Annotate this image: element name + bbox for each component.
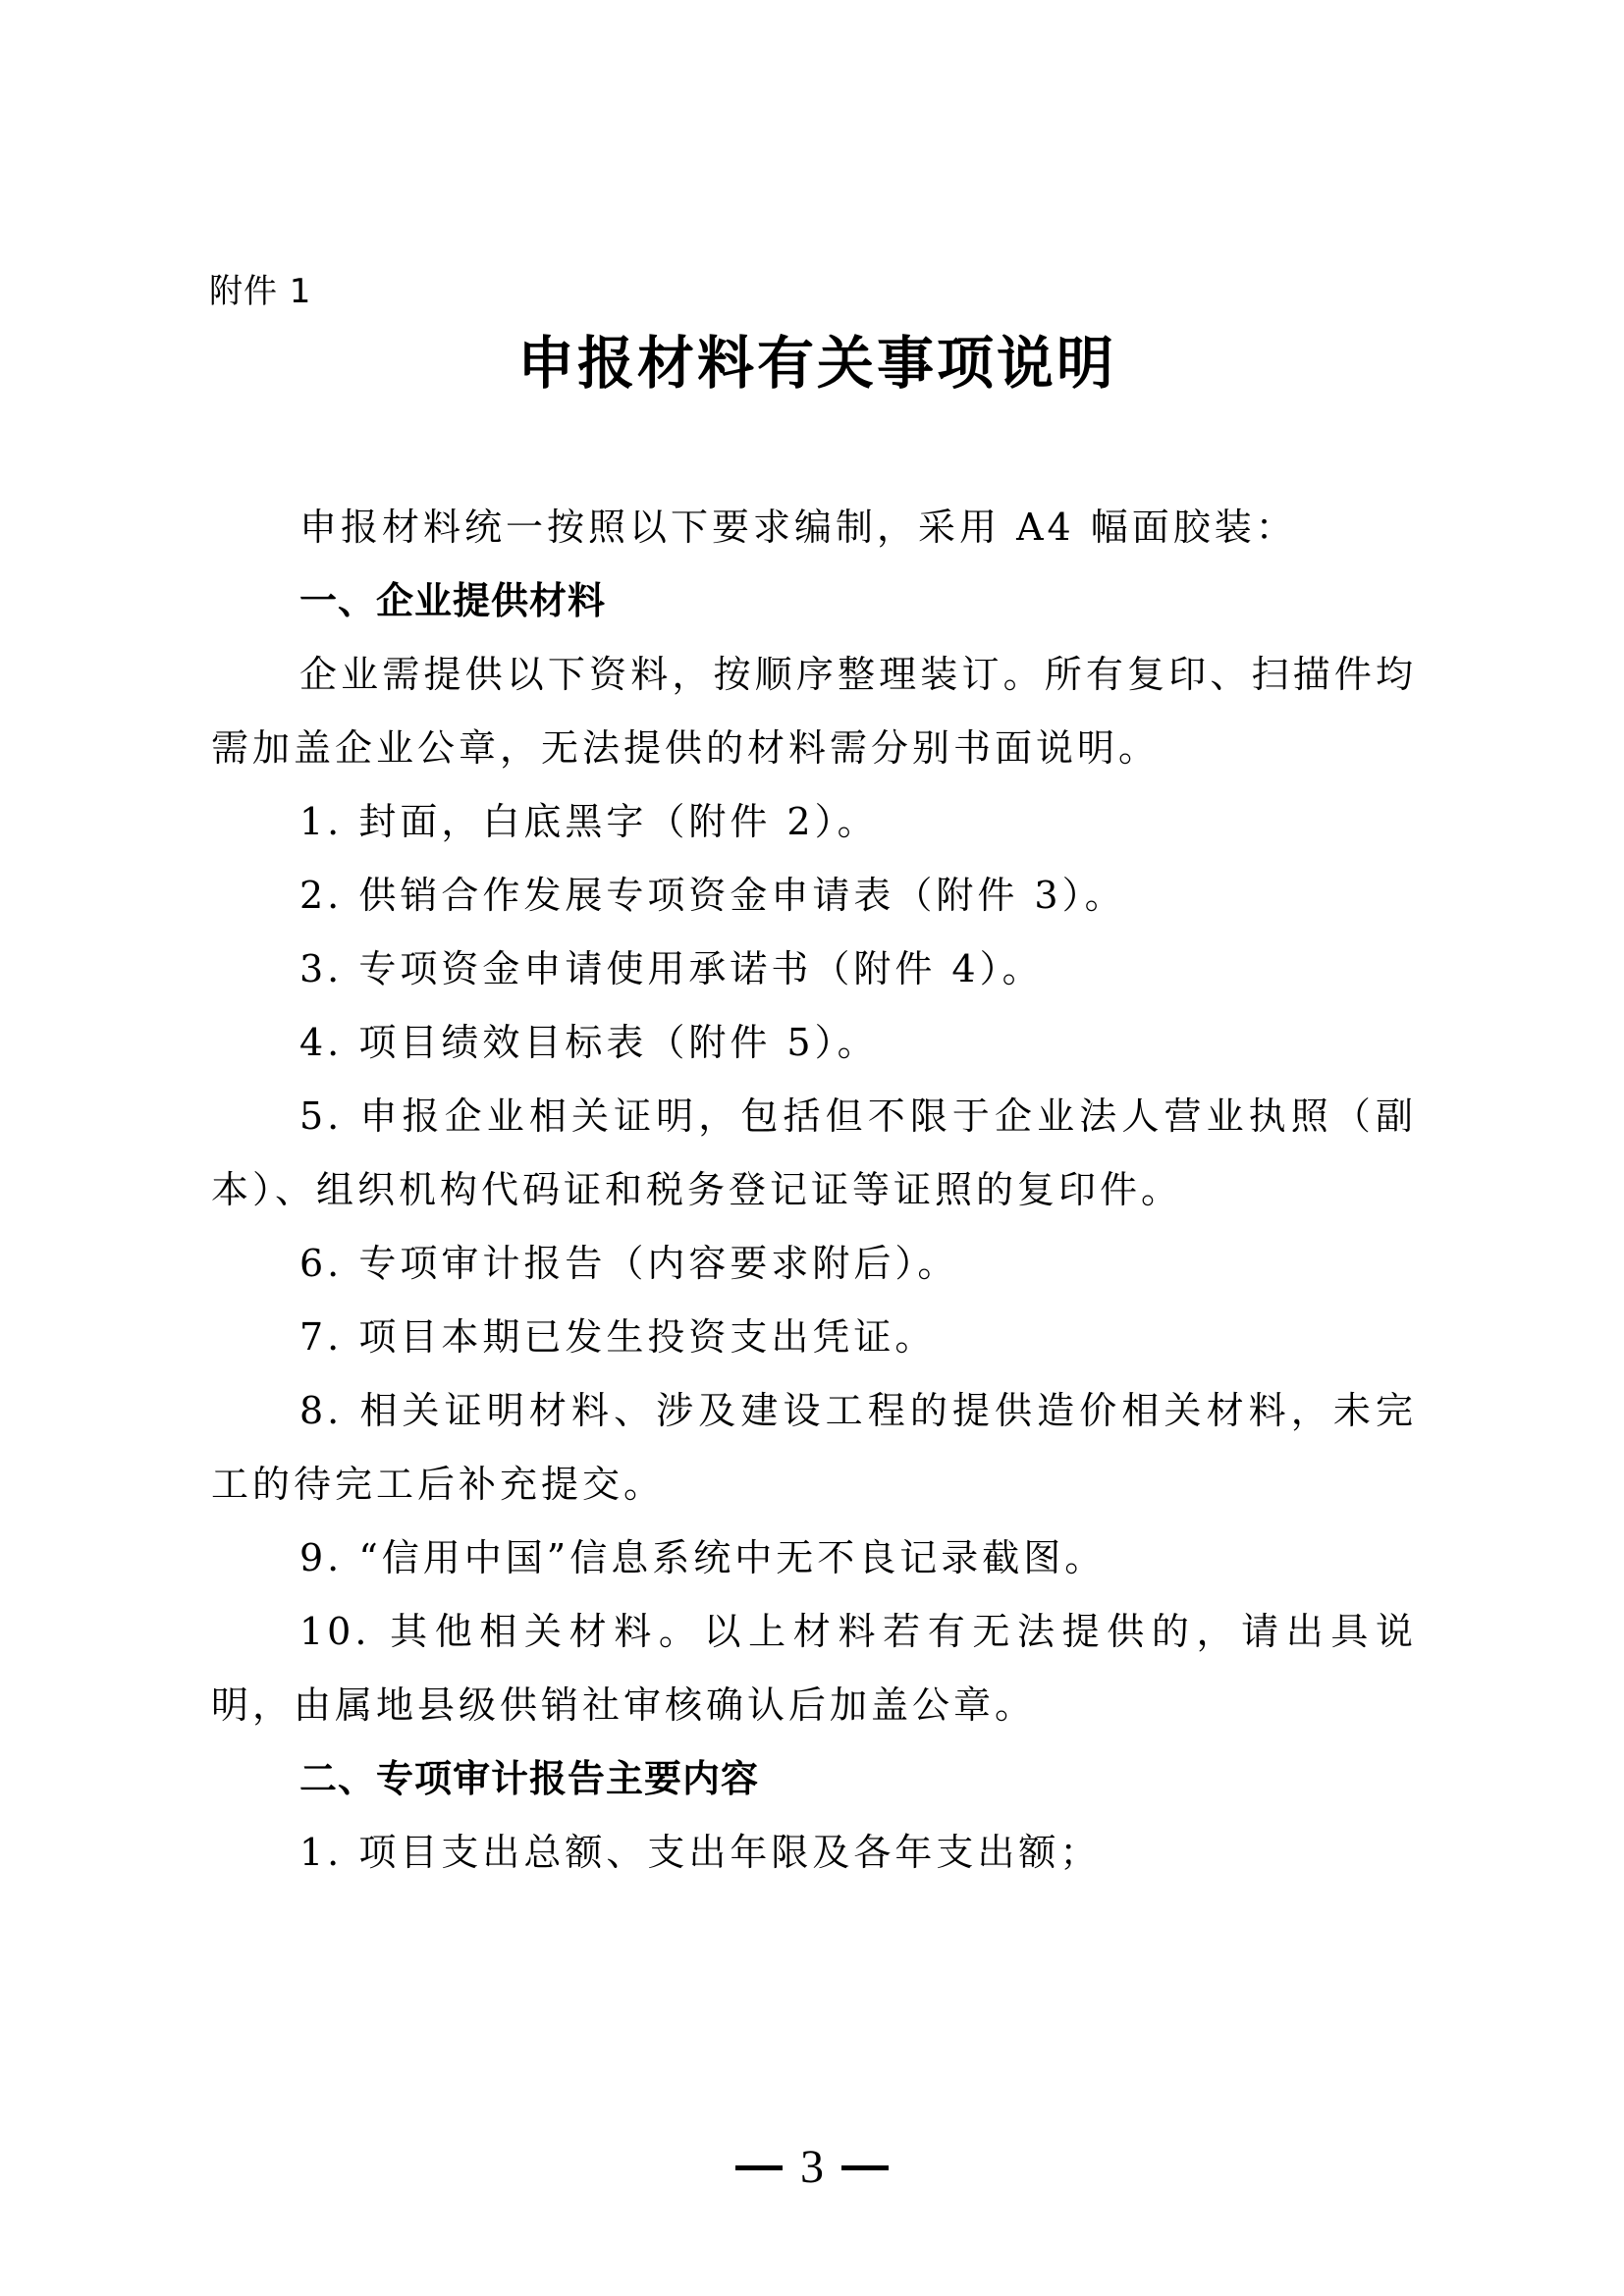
intro-paragraph: 申报材料统一按照以下要求编制，采用 A4 幅面胶装： [299,506,1297,549]
list-item: 3. 专项资金申请使用承诺书（附件 4）。 [299,947,1044,990]
list-item: 8. 相关证明材料、涉及建设工程的提供造价相关材料，未完工的待完工后补充提交。 [211,1389,1417,1506]
list-item: 9. “信用中国”信息系统中无不良记录截图。 [299,1536,1107,1579]
document-title: 申报材料有关事项说明 [516,330,1116,397]
list-item: 10. 其他相关材料。以上材料若有无法提供的，请出具说明，由属地县级供销社审核确认后加盖公章。 [211,1610,1417,1727]
page-number-footer [0,2138,1624,2197]
list-item: 7. 项目本期已发生投资支出凭证。 [299,1315,937,1359]
attachment-label: 附件 1 [209,272,312,311]
list-item: 5. 申报企业相关证明，包括但不限于企业法人营业执照（副本）、组织机构代码证和税务登记证等证照的复印件。 [211,1095,1417,1211]
list-item: 1. 封面，白底黑字（附件 2）。 [299,800,879,843]
dash-left-decoration [735,2165,783,2170]
page-number: 3 [800,2141,824,2193]
list-item: 6. 专项审计报告（内容要求附后）。 [299,1242,959,1285]
section-1-heading: 一、企业提供材料 [299,579,607,622]
section-2-heading: 二、专项审计报告主要内容 [299,1757,760,1800]
list-item: 1. 项目支出总额、支出年限及各年支出额； [299,1831,1102,1874]
list-item: 2. 供销合作发展专项资金申请表（附件 3）。 [299,874,1126,917]
section-1-intro: 企业需提供以下资料，按顺序整理装订。所有复印、扫描件均需加盖企业公章，无法提供的材料需分别书面说明。 [211,653,1417,770]
list-item: 4. 项目绩效目标表（附件 5）。 [299,1021,879,1064]
document-body [211,491,1417,1890]
dash-right-decoration [841,2165,889,2170]
